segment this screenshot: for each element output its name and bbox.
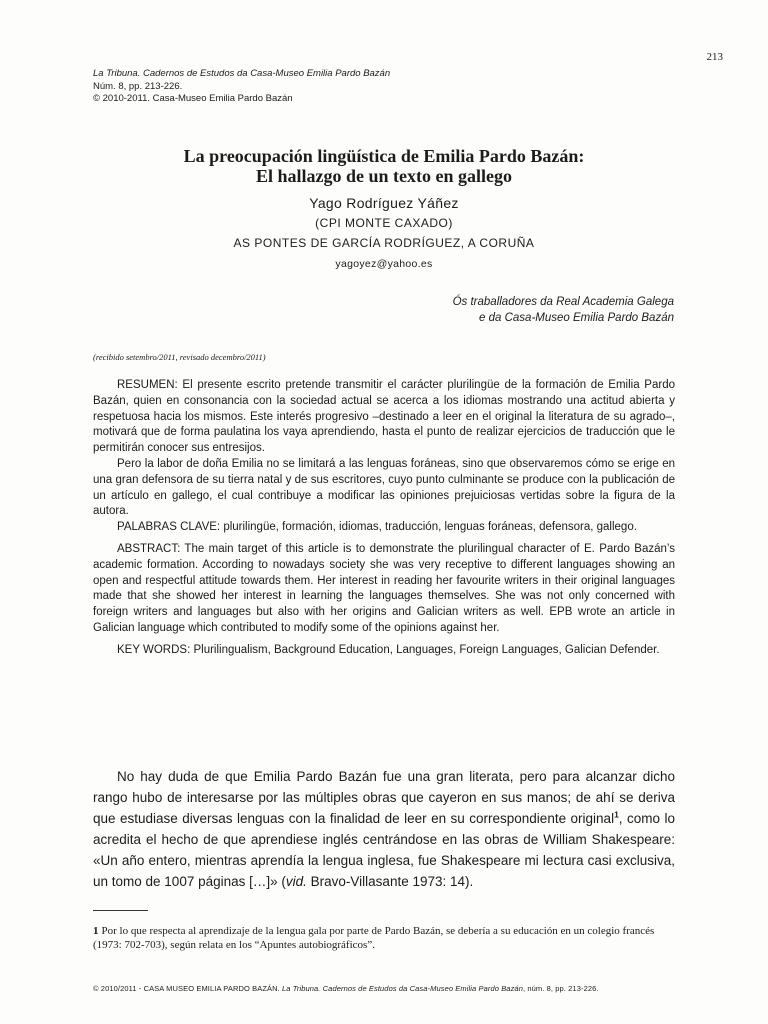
received-note: (recibido setembro/2011, revisado decembro/2011): [93, 352, 266, 362]
article-title-line2: El hallazgo de un texto en gallego: [256, 166, 512, 186]
footnote: [93, 924, 675, 952]
page-footer: [93, 984, 599, 993]
footnote-number: 1: [93, 925, 99, 937]
affiliation-location: AS PONTES DE GARCÍA RODRÍGUEZ, A CORUÑA: [233, 236, 535, 250]
author-block: [93, 193, 675, 274]
footer-prefix: © 2010/2011 - CASA MUSEO EMILIA PARDO BAZÁN.: [93, 984, 280, 993]
footnote-divider: [93, 910, 148, 911]
body-text: [93, 766, 675, 892]
body-text-vid: vid.: [285, 874, 307, 889]
author-name: Yago Rodríguez Yáñez: [309, 195, 459, 211]
body-text-part1: No hay duda de que Emilia Pardo Bazán fue una gran literata, pero para alcanzar dicho rango hubo de interesarse por las múltiples obras que cayeron en sus manos; de ahí se deriva que estudiase diversas lenguas con la finalidad de leer en su correspondiente original: [93, 769, 675, 826]
body-paragraph: [93, 766, 675, 892]
dedication-line1: Ós traballadores da Real Academia Galega: [452, 296, 674, 308]
key-words: KEY WORDS: Plurilingualism, Background Education, Languages, Foreign Languages, Galician Defender.: [117, 643, 660, 656]
journal-header: [93, 68, 390, 106]
resumen-paragraph-2: Pero la labor de doña Emilia no se limitará a las lenguas foráneas, sino que observaremos cómo se erige en una gran defensora de su tierra natal y de sus escritores, cuyo punto culminante se produce con la publicación de un artículo en gallego, el cual contribuye a modificar las opiniones prejuiciosas vertidas sobre la figura de la autora.: [93, 457, 675, 518]
author-email: yagoyez@yahoo.es: [335, 258, 433, 270]
article-title-line1: La preocupación lingüística de Emilia Pardo Bazán:: [183, 146, 585, 166]
dedication: [453, 294, 674, 326]
body-text-part2: , como lo acredita el hecho de que aprendiese inglés centrándose en las obras de William Shakespeare: «Un año entero, mientras aprendía la lengua inglesa, fue Shakespeare mi lectura casi exclusiva, un tomo de 1007 páginas […]» (: [93, 811, 675, 889]
footer-journal: La Tribuna. Cadernos de Estudos da Casa-Museo Emilia Pardo Bazán: [282, 984, 523, 993]
journal-issue: Núm. 8, pp. 213-226.: [93, 80, 183, 92]
resumen-paragraph-1: RESUMEN: El presente escrito pretende transmitir el carácter plurilingüe de la formación de Emilia Pardo Bazán, quien en consonancia con la sociedad actual se acerca a los idiomas mostrando una actitud abierta y respetuosa hacia los mismos. Este interés progresivo –destinado a leer en el original la literatura de su agrado–, motivará que de forma paulatina los vaya aprendiendo, hasta el punto de realizar ejercicios de traducción que le permitirán conocer sus entresijos.: [93, 379, 675, 455]
body-text-part3: Bravo-Villasante 1973: 14).: [306, 874, 474, 889]
abstract-english: ABSTRACT: The main target of this article is to demonstrate the plurilingual character of E. Pardo Bazán’s academic formation. According to nowadays society she was very receptive to different languages showing an open and respectful attitude towards them. Her interest in reading her favourite writers in their original languages made that she showed her interest in learning the languages themselves. She was not only concerned with foreign writers and languages but also with her origins and Galician writers as well. EPB wrote an article in Galician language which contributed to modify some of the opinions against her.: [93, 542, 675, 634]
footer-suffix: , núm. 8, pp. 213-226.: [522, 984, 599, 993]
journal-copyright: © 2010-2011. Casa-Museo Emilia Pardo Bazán: [93, 93, 293, 104]
page-number: 213: [706, 51, 723, 63]
abstracts-section: [93, 378, 675, 659]
footnote-text: Por lo que respecta al aprendizaje de la lengua gala por parte de Pardo Bazán, se debería a su educación en un colegio francés (1973: 702-703), según relata en los “Apuntes autobiográficos”.: [93, 925, 655, 951]
footnote-reference[interactable]: 1: [614, 809, 619, 820]
palabras-clave: PALABRAS CLAVE: plurilingüe, formación, idiomas, traducción, lenguas foráneas, defensora, gallego.: [117, 521, 637, 534]
affiliation-school: (CPI MONTE CAXADO): [315, 216, 453, 230]
journal-title: La Tribuna. Cadernos de Estudos da Casa-Museo Emilia Pardo Bazán: [93, 68, 391, 79]
dedication-line2: e da Casa-Museo Emilia Pardo Bazán: [479, 312, 674, 324]
article-title: [93, 146, 675, 186]
